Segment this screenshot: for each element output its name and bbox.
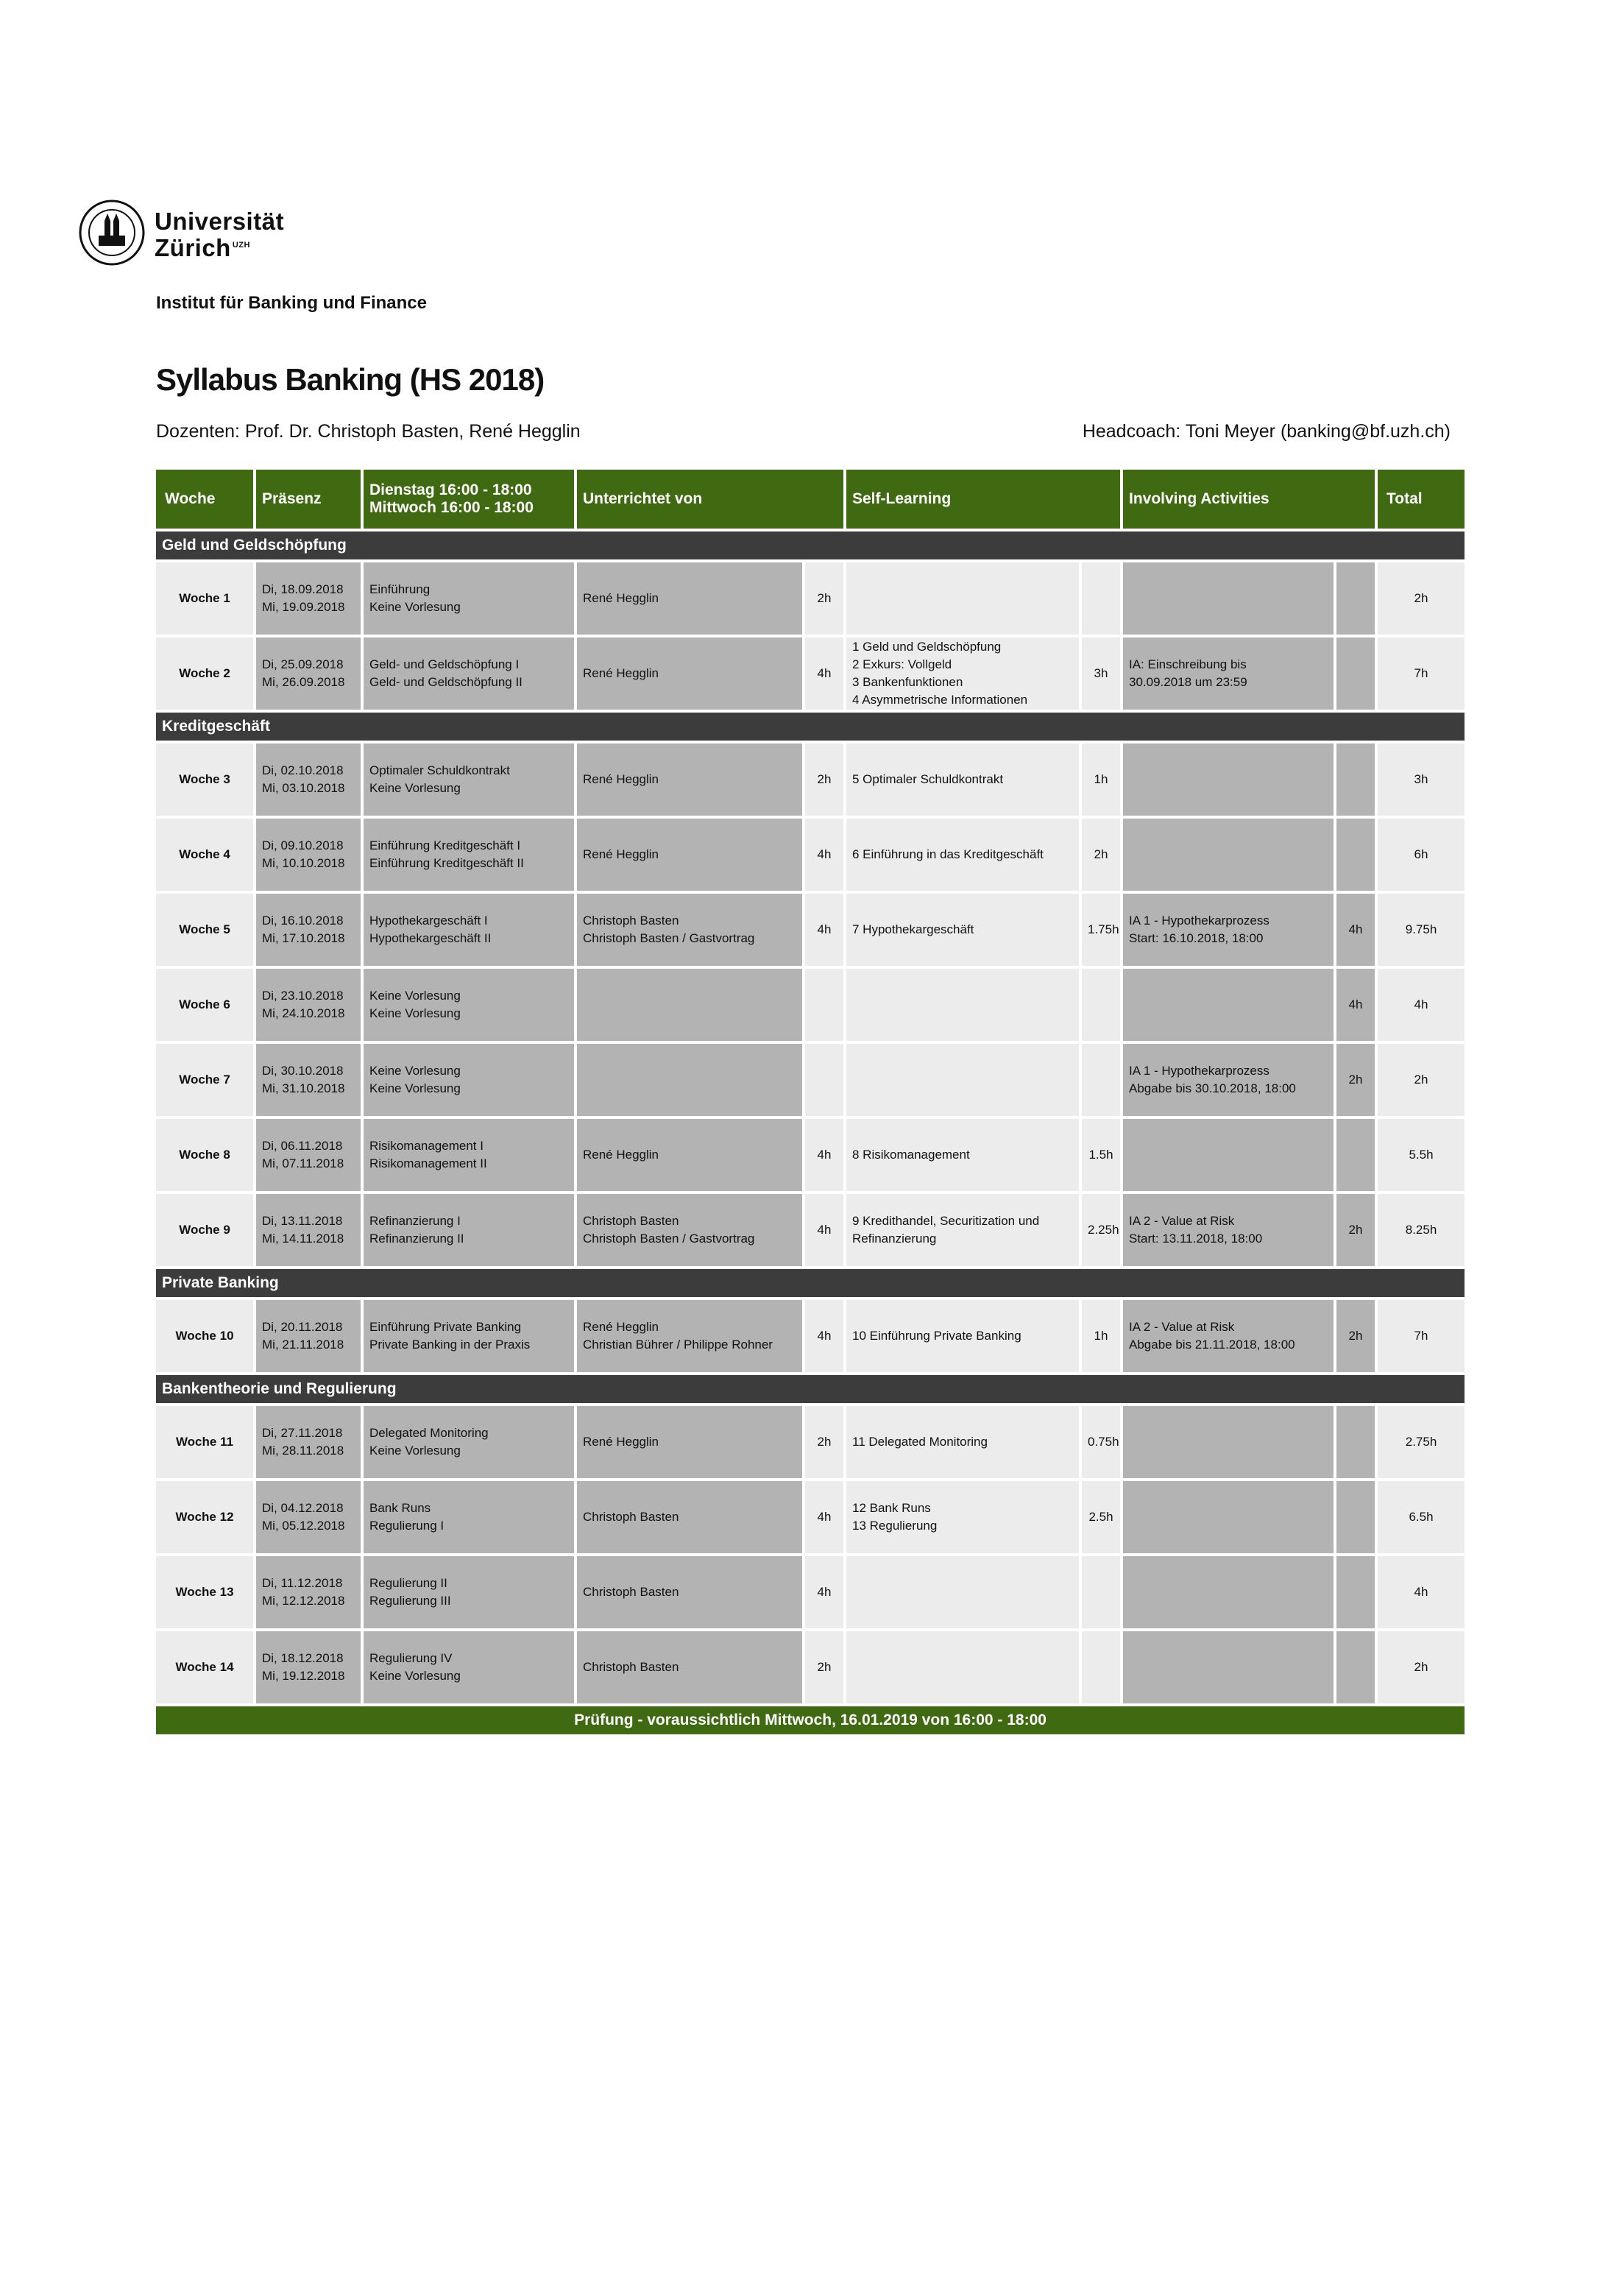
week-involving: [1122, 1480, 1335, 1555]
week-topics-line: Delegated Monitoring: [369, 1426, 489, 1440]
week-ia-hours: [1335, 636, 1376, 711]
week-teachers-line: Christoph Basten: [583, 914, 679, 928]
week-topics-line: Hypothekargeschäft II: [369, 931, 492, 945]
week-topics: [362, 1042, 576, 1117]
university-logo: [78, 199, 314, 269]
week-ia-hours: [1335, 1405, 1376, 1480]
headcoach: Headcoach: Toni Meyer (banking@bf.uzh.ch): [1082, 421, 1451, 442]
week-involving: [1122, 1299, 1335, 1374]
syllabus-table: [153, 467, 1467, 1737]
header-praesenz: Präsenz: [255, 468, 362, 530]
week-topics-line: Keine Vorlesung: [369, 781, 461, 795]
table-row: [155, 817, 1466, 892]
week-self-learning-line: 4 Asymmetrische Informationen: [852, 693, 1028, 707]
week-total: 4h: [1376, 967, 1466, 1042]
week-total: 9.75h: [1376, 892, 1466, 967]
week-topics-line: Keine Vorlesung: [369, 1006, 461, 1020]
week-sl-hours: [1080, 967, 1122, 1042]
header-schedule: [362, 468, 576, 530]
week-hours: 4h: [804, 1299, 845, 1374]
week-label: Woche 4: [155, 817, 255, 892]
week-self-learning-line: 9 Kredithandel, Securitization und: [852, 1214, 1040, 1228]
week-involving-line: Abgabe bis 21.11.2018, 18:00: [1129, 1338, 1295, 1352]
exam-row: [155, 1705, 1466, 1736]
week-total: 3h: [1376, 742, 1466, 817]
week-dates-line: Mi, 17.10.2018: [262, 931, 345, 945]
week-sl-hours: 2h: [1080, 817, 1122, 892]
week-topics-line: Regulierung III: [369, 1594, 451, 1608]
week-topics: [362, 892, 576, 967]
week-label: Woche 3: [155, 742, 255, 817]
week-topics: [362, 1630, 576, 1705]
week-total: 7h: [1376, 1299, 1466, 1374]
week-dates-line: Di, 11.12.2018: [262, 1576, 343, 1590]
week-dates: [255, 1042, 362, 1117]
institute-name: Institut für Banking und Finance: [156, 293, 427, 313]
table-header-row: [155, 468, 1466, 530]
week-topics-line: Keine Vorlesung: [369, 1669, 461, 1683]
week-self-learning-line: 1 Geld und Geldschöpfung: [852, 640, 1002, 654]
week-self-learning: [845, 1405, 1080, 1480]
page-title: Syllabus Banking (HS 2018): [156, 362, 545, 397]
table-row: [155, 1480, 1466, 1555]
week-dates: [255, 561, 362, 636]
week-teachers: [576, 1193, 804, 1268]
week-topics-line: Private Banking in der Praxis: [369, 1338, 531, 1352]
week-teachers-line: Christoph Basten: [583, 1660, 679, 1674]
section-title: Private Banking: [155, 1268, 1466, 1299]
week-dates: [255, 636, 362, 711]
week-hours: 4h: [804, 1480, 845, 1555]
week-topics-line: Bank Runs: [369, 1501, 431, 1515]
section-title: Geld und Geldschöpfung: [155, 530, 1466, 561]
week-involving-line: IA: Einschreibung bis: [1129, 657, 1247, 671]
week-dates-line: Di, 18.12.2018: [262, 1651, 344, 1665]
week-label: Woche 13: [155, 1555, 255, 1630]
week-total: 8.25h: [1376, 1193, 1466, 1268]
week-involving: [1122, 1193, 1335, 1268]
week-self-learning: [845, 1117, 1080, 1193]
week-topics-line: Risikomanagement II: [369, 1156, 487, 1170]
week-label: Woche 12: [155, 1480, 255, 1555]
week-topics: [362, 742, 576, 817]
week-self-learning: [845, 1042, 1080, 1117]
week-involving: [1122, 892, 1335, 967]
week-involving: [1122, 742, 1335, 817]
week-total: 2h: [1376, 1630, 1466, 1705]
week-dates-line: Mi, 19.12.2018: [262, 1669, 345, 1683]
week-involving: [1122, 1117, 1335, 1193]
week-sl-hours: 1.75h: [1080, 892, 1122, 967]
week-dates-line: Di, 13.11.2018: [262, 1214, 343, 1228]
week-hours: 4h: [804, 636, 845, 711]
section-row: [155, 711, 1466, 742]
week-sl-hours: [1080, 1042, 1122, 1117]
week-dates-line: Di, 06.11.2018: [262, 1139, 343, 1153]
week-involving-line: Start: 13.11.2018, 18:00: [1129, 1232, 1263, 1246]
week-self-learning-line: 12 Bank Runs: [852, 1501, 931, 1515]
week-sl-hours: 3h: [1080, 636, 1122, 711]
week-teachers-line: Christoph Basten / Gastvortrag: [583, 1232, 755, 1246]
week-hours: 2h: [804, 1630, 845, 1705]
table-row: [155, 1117, 1466, 1193]
header-schedule-line1: Dienstag 16:00 - 18:00: [369, 481, 532, 498]
week-self-learning: [845, 636, 1080, 711]
week-self-learning: [845, 1480, 1080, 1555]
week-teachers: [576, 892, 804, 967]
week-ia-hours: 2h: [1335, 1042, 1376, 1117]
week-teachers: [576, 1555, 804, 1630]
week-hours: 4h: [804, 817, 845, 892]
week-topics-line: Keine Vorlesung: [369, 600, 461, 614]
week-topics: [362, 1299, 576, 1374]
header-schedule-line2: Mittwoch 16:00 - 18:00: [369, 499, 534, 516]
week-label: Woche 1: [155, 561, 255, 636]
week-topics-line: Regulierung I: [369, 1519, 445, 1533]
week-ia-hours: [1335, 817, 1376, 892]
week-dates: [255, 892, 362, 967]
week-ia-hours: [1335, 561, 1376, 636]
week-self-learning-line: 5 Optimaler Schuldkontrakt: [852, 772, 1004, 786]
week-teachers: [576, 817, 804, 892]
week-dates-line: Mi, 14.11.2018: [262, 1232, 344, 1246]
table-row: [155, 742, 1466, 817]
week-hours: 2h: [804, 561, 845, 636]
section-title: Kreditgeschäft: [155, 711, 1466, 742]
week-dates-line: Di, 16.10.2018: [262, 914, 344, 928]
week-topics-line: Keine Vorlesung: [369, 1081, 461, 1095]
week-teachers-line: Christoph Basten: [583, 1214, 679, 1228]
week-self-learning: [845, 892, 1080, 967]
week-self-learning: [845, 1299, 1080, 1374]
week-topics: [362, 967, 576, 1042]
week-topics-line: Regulierung IV: [369, 1651, 453, 1665]
week-self-learning-line: 7 Hypothekargeschäft: [852, 922, 974, 936]
week-teachers: [576, 1117, 804, 1193]
week-dates-line: Mi, 03.10.2018: [262, 781, 345, 795]
table-row: [155, 1630, 1466, 1705]
week-topics: [362, 817, 576, 892]
week-teachers: [576, 1299, 804, 1374]
week-dates-line: Mi, 12.12.2018: [262, 1594, 345, 1608]
logo-line1: Universität: [155, 208, 285, 235]
week-label: Woche 7: [155, 1042, 255, 1117]
week-topics-line: Regulierung II: [369, 1576, 447, 1590]
week-topics: [362, 1480, 576, 1555]
header-involving: Involving Activities: [1122, 468, 1376, 530]
exam-info: Prüfung - voraussichtlich Mittwoch, 16.01.2019 von 16:00 - 18:00: [155, 1705, 1466, 1736]
week-total: 7h: [1376, 636, 1466, 711]
week-topics-line: Geld- und Geldschöpfung II: [369, 675, 523, 689]
week-self-learning: [845, 561, 1080, 636]
week-topics-line: Geld- und Geldschöpfung I: [369, 657, 520, 671]
week-teachers: [576, 636, 804, 711]
week-involving-line: IA 1 - Hypothekarprozess: [1129, 1064, 1269, 1078]
week-self-learning: [845, 1630, 1080, 1705]
week-self-learning-line: 3 Bankenfunktionen: [852, 675, 963, 689]
week-teachers: [576, 1042, 804, 1117]
section-title: Bankentheorie und Regulierung: [155, 1374, 1466, 1405]
week-label: Woche 8: [155, 1117, 255, 1193]
week-topics-line: Refinanzierung I: [369, 1214, 461, 1228]
table-row: [155, 1193, 1466, 1268]
week-ia-hours: 2h: [1335, 1193, 1376, 1268]
week-dates: [255, 967, 362, 1042]
week-self-learning-line: 11 Delegated Monitoring: [852, 1435, 988, 1449]
week-involving: [1122, 1630, 1335, 1705]
week-dates: [255, 1555, 362, 1630]
week-dates-line: Mi, 19.09.2018: [262, 600, 345, 614]
week-topics: [362, 1555, 576, 1630]
week-sl-hours: 0.75h: [1080, 1405, 1122, 1480]
week-hours: 4h: [804, 1193, 845, 1268]
week-teachers-line: René Hegglin: [583, 666, 659, 680]
week-ia-hours: 4h: [1335, 967, 1376, 1042]
week-self-learning-line: 6 Einführung in das Kreditgeschäft: [852, 847, 1044, 861]
week-dates: [255, 1630, 362, 1705]
week-topics-line: Einführung: [369, 582, 431, 596]
logo-sup: UZH: [232, 241, 250, 250]
week-topics-line: Einführung Private Banking: [369, 1320, 522, 1334]
week-self-learning-line: 8 Risikomanagement: [852, 1148, 970, 1162]
week-self-learning: [845, 1555, 1080, 1630]
week-label: Woche 2: [155, 636, 255, 711]
header-woche: Woche: [155, 468, 255, 530]
week-topics: [362, 1193, 576, 1268]
week-hours: 4h: [804, 892, 845, 967]
week-topics-line: Einführung Kreditgeschäft II: [369, 856, 524, 870]
week-label: Woche 14: [155, 1630, 255, 1705]
week-hours: 2h: [804, 1405, 845, 1480]
week-total: 4h: [1376, 1555, 1466, 1630]
week-topics: [362, 1117, 576, 1193]
week-ia-hours: 2h: [1335, 1299, 1376, 1374]
week-teachers-line: René Hegglin: [583, 591, 659, 605]
week-self-learning: [845, 967, 1080, 1042]
table-row: [155, 636, 1466, 711]
week-total: 2h: [1376, 561, 1466, 636]
week-dates-line: Di, 04.12.2018: [262, 1501, 344, 1515]
week-self-learning: [845, 742, 1080, 817]
week-hours: [804, 967, 845, 1042]
week-teachers-line: René Hegglin: [583, 1320, 659, 1334]
week-topics-line: Keine Vorlesung: [369, 1444, 461, 1458]
week-dates-line: Mi, 05.12.2018: [262, 1519, 345, 1533]
week-teachers: [576, 967, 804, 1042]
week-involving: [1122, 1555, 1335, 1630]
week-self-learning-line: 13 Regulierung: [852, 1519, 938, 1533]
week-ia-hours: [1335, 1555, 1376, 1630]
week-sl-hours: 1h: [1080, 742, 1122, 817]
week-teachers: [576, 742, 804, 817]
week-dates: [255, 1405, 362, 1480]
section-row: [155, 1268, 1466, 1299]
table-row: [155, 967, 1466, 1042]
week-total: 2.75h: [1376, 1405, 1466, 1480]
week-topics: [362, 1405, 576, 1480]
week-sl-hours: 1h: [1080, 1299, 1122, 1374]
table-row: [155, 1042, 1466, 1117]
week-dates-line: Di, 30.10.2018: [262, 1064, 344, 1078]
week-involving: [1122, 561, 1335, 636]
week-self-learning-line: Refinanzierung: [852, 1232, 937, 1246]
week-topics-line: Refinanzierung II: [369, 1232, 464, 1246]
week-teachers-line: René Hegglin: [583, 847, 659, 861]
week-dates-line: Di, 18.09.2018: [262, 582, 344, 596]
week-teachers: [576, 561, 804, 636]
week-ia-hours: [1335, 1480, 1376, 1555]
week-self-learning-line: 2 Exkurs: Vollgeld: [852, 657, 952, 671]
week-topics-line: Hypothekargeschäft I: [369, 914, 488, 928]
week-teachers-line: René Hegglin: [583, 1148, 659, 1162]
week-hours: 4h: [804, 1555, 845, 1630]
week-dates-line: Di, 09.10.2018: [262, 838, 344, 852]
lecturers: Dozenten: Prof. Dr. Christoph Basten, René Hegglin: [156, 421, 581, 442]
week-topics: [362, 636, 576, 711]
section-row: [155, 530, 1466, 561]
week-dates-line: Mi, 26.09.2018: [262, 675, 345, 689]
week-dates: [255, 1299, 362, 1374]
week-ia-hours: [1335, 742, 1376, 817]
week-involving-line: IA 2 - Value at Risk: [1129, 1320, 1235, 1334]
week-dates-line: Di, 23.10.2018: [262, 989, 344, 1003]
week-label: Woche 5: [155, 892, 255, 967]
header-total: Total: [1376, 468, 1466, 530]
week-involving: [1122, 967, 1335, 1042]
week-self-learning: [845, 817, 1080, 892]
header-unterrichtet: Unterrichtet von: [576, 468, 845, 530]
week-involving-line: IA 2 - Value at Risk: [1129, 1214, 1235, 1228]
week-involving-line: Abgabe bis 30.10.2018, 18:00: [1129, 1081, 1296, 1095]
week-sl-hours: 1.5h: [1080, 1117, 1122, 1193]
week-total: 6.5h: [1376, 1480, 1466, 1555]
week-dates-line: Mi, 31.10.2018: [262, 1081, 345, 1095]
week-label: Woche 10: [155, 1299, 255, 1374]
week-total: 2h: [1376, 1042, 1466, 1117]
week-dates-line: Di, 25.09.2018: [262, 657, 344, 671]
week-self-learning-line: 10 Einführung Private Banking: [852, 1329, 1021, 1343]
week-dates-line: Di, 20.11.2018: [262, 1320, 343, 1334]
week-topics-line: Keine Vorlesung: [369, 989, 461, 1003]
week-dates: [255, 742, 362, 817]
week-involving: [1122, 636, 1335, 711]
week-topics-line: Einführung Kreditgeschäft I: [369, 838, 521, 852]
week-sl-hours: [1080, 1555, 1122, 1630]
week-involving: [1122, 1042, 1335, 1117]
week-dates-line: Mi, 10.10.2018: [262, 856, 345, 870]
week-total: 5.5h: [1376, 1117, 1466, 1193]
week-sl-hours: 2.5h: [1080, 1480, 1122, 1555]
week-involving: [1122, 1405, 1335, 1480]
week-involving-line: Start: 16.10.2018, 18:00: [1129, 931, 1264, 945]
week-topics: [362, 561, 576, 636]
week-teachers-line: Christoph Basten: [583, 1510, 679, 1524]
week-teachers-line: Christoph Basten: [583, 1585, 679, 1599]
week-sl-hours: 2.25h: [1080, 1193, 1122, 1268]
week-teachers-line: René Hegglin: [583, 1435, 659, 1449]
week-involving-line: IA 1 - Hypothekarprozess: [1129, 914, 1269, 928]
week-label: Woche 11: [155, 1405, 255, 1480]
week-teachers-line: Christian Bührer / Philippe Rohner: [583, 1338, 773, 1352]
table-row: [155, 1299, 1466, 1374]
week-dates-line: Di, 02.10.2018: [262, 763, 344, 777]
week-self-learning: [845, 1193, 1080, 1268]
week-sl-hours: [1080, 1630, 1122, 1705]
week-label: Woche 9: [155, 1193, 255, 1268]
week-dates-line: Mi, 24.10.2018: [262, 1006, 345, 1020]
week-dates-line: Mi, 28.11.2018: [262, 1444, 344, 1458]
seal-icon: [78, 199, 146, 266]
week-dates-line: Mi, 07.11.2018: [262, 1156, 344, 1170]
week-sl-hours: [1080, 561, 1122, 636]
table-row: [155, 561, 1466, 636]
week-ia-hours: [1335, 1117, 1376, 1193]
week-teachers-line: René Hegglin: [583, 772, 659, 786]
header-self-learning: Self-Learning: [845, 468, 1122, 530]
week-dates-line: Di, 27.11.2018: [262, 1426, 343, 1440]
week-label: Woche 6: [155, 967, 255, 1042]
week-ia-hours: [1335, 1630, 1376, 1705]
table-row: [155, 892, 1466, 967]
week-hours: 2h: [804, 742, 845, 817]
week-teachers: [576, 1480, 804, 1555]
week-ia-hours: 4h: [1335, 892, 1376, 967]
logo-line2: Zürich $^{UZH}$: [155, 234, 250, 261]
table-row: [155, 1555, 1466, 1630]
table-row: [155, 1405, 1466, 1480]
week-dates: [255, 1480, 362, 1555]
section-row: [155, 1374, 1466, 1405]
week-dates: [255, 817, 362, 892]
week-hours: 4h: [804, 1117, 845, 1193]
week-involving-line: 30.09.2018 um 23:59: [1129, 675, 1247, 689]
week-topics-line: Risikomanagement I: [369, 1139, 484, 1153]
week-hours: [804, 1042, 845, 1117]
week-teachers-line: Christoph Basten / Gastvortrag: [583, 931, 755, 945]
week-dates: [255, 1117, 362, 1193]
week-topics-line: Optimaler Schuldkontrakt: [369, 763, 510, 777]
week-teachers: [576, 1405, 804, 1480]
week-dates-line: Mi, 21.11.2018: [262, 1338, 344, 1352]
week-total: 6h: [1376, 817, 1466, 892]
week-topics-line: Keine Vorlesung: [369, 1064, 461, 1078]
week-dates: [255, 1193, 362, 1268]
week-involving: [1122, 817, 1335, 892]
week-teachers: [576, 1630, 804, 1705]
